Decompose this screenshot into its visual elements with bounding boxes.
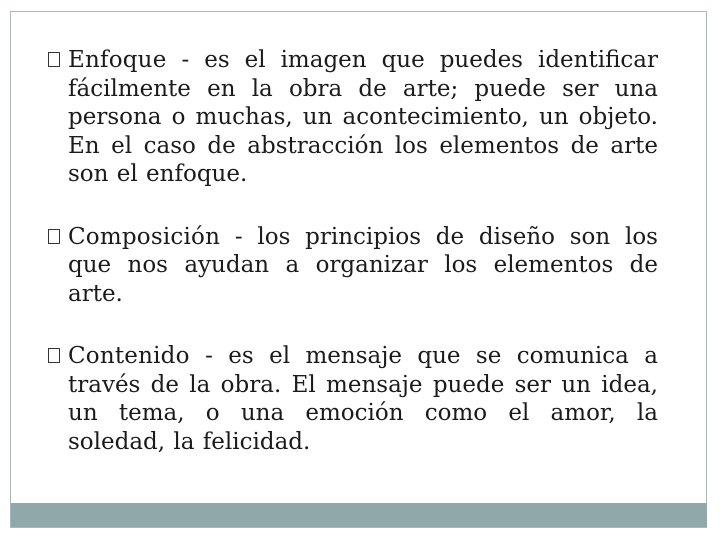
term-contenido: Contenido (68, 343, 190, 369)
definition-enfoque: - es el imagen que puedes identificar fácilmente en la obra de arte; puede ser una persona o muchas, un acontecimiento, un objeto. En el caso de abstracción los elementos de arte son el enfoque. (68, 47, 658, 187)
footer-bar (11, 503, 707, 527)
bullet-box-icon (48, 229, 60, 244)
bullet-box-icon (48, 52, 60, 67)
list-item-contenido (48, 342, 658, 456)
list-item-enfoque (48, 46, 658, 189)
list-item-composicion (48, 223, 658, 309)
term-enfoque: Enfoque (68, 47, 167, 73)
definition-composicion: - los principios de diseño son los que nos ayudan a organizar los elementos de arte. (68, 223, 658, 307)
bullet-list (48, 46, 658, 456)
term-composicion: Composición (68, 223, 221, 250)
definition-contenido: - es el mensaje que se comunica a través de la obra. El mensaje puede ser un idea, un tema, o una emoción como el amor, la soledad, la felicidad. (68, 343, 658, 455)
bullet-box-icon (48, 348, 60, 363)
